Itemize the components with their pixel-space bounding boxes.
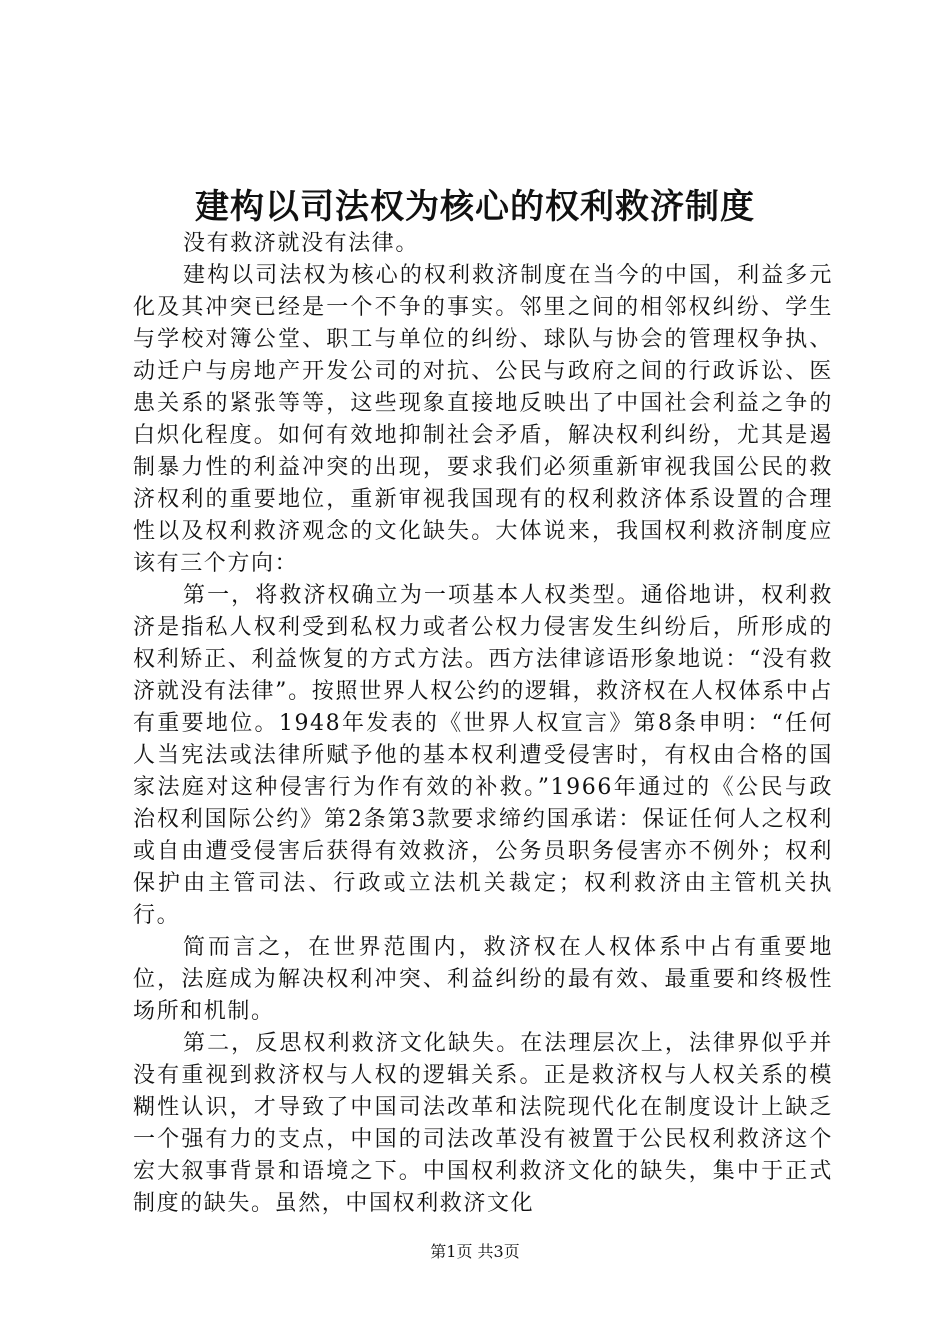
paragraph-1: 没有救济就没有法律。 <box>183 231 420 256</box>
document-body <box>133 228 833 1220</box>
paragraph-4: 简而言之，在世界范围内，救济权在人权体系中占有重要地位，法庭成为解决权利冲突、利益纠纷的最有效、最重要和终极性场所和机制。 <box>133 935 833 1024</box>
document-title: 建构以司法权为核心的权利救济制度 <box>195 187 755 227</box>
paragraph-5: 第二，反思权利救济文化缺失。在法理层次上，法律界似乎并没有重视到救济权与人权的逻辑关系。正是救济权与人权关系的模糊性认识，才导致了中国司法改革和法院现代化在制度设计上缺乏一个强有力的支点，中国的司法改革没有被置于公民权利救济这个宏大叙事背景和语境之下。中国权利救济文化的缺失，集中于正式制度的缺失。虽然，中国权利救济文化 <box>133 1031 833 1216</box>
paragraph-2: 建构以司法权为核心的权利救济制度在当今的中国，利益多元化及其冲突已经是一个不争的事实。邻里之间的相邻权纠纷、学生与学校对簿公堂、职工与单位的纠纷、球队与协会的管理权争执、动迁户与房地产开发公司的对抗、公民与政府之间的行政诉讼、医患关系的紧张等等，这些现象直接地反映出了中国社会利益之争的白炽化程度。如何有效地抑制社会矛盾，解决权利纠纷，尤其是遏制暴力性的利益冲突的出现，要求我们必须重新审视我国公民的救济权利的重要地位，重新审视我国现有的权利救济体系设置的合理性以及权利救济观念的文化缺失。大体说来，我国权利救济制度应该有三个方向： <box>133 263 833 576</box>
paragraph-3: 第一，将救济权确立为一项基本人权类型。通俗地讲，权利救济是指私人权利受到私权力或者公权力侵害发生纠纷后，所形成的权利矫正、利益恢复的方式方法。西方法律谚语形象地说：“没有救济就没有法律”。按照世界人权公约的逻辑，救济权在人权体系中占有重要地位。1948年发表的《世界人权宣言》第8条申明：“任何人当宪法或法律所赋予他的基本权利遭受侵害时，有权由合格的国家法庭对这种侵害行为作有效的补救。”1966年通过的《公民与政治权利国际公约》第2条第3款要求缔约国承诺：保证任何人之权利或自由遭受侵害后获得有效救济，公务员职务侵害亦不例外；权利保护由主管司法、行政或立法机关裁定；权利救济由主管机关执行。 <box>133 583 833 928</box>
page-footer: 第1页 共3页 <box>430 1242 520 1261</box>
